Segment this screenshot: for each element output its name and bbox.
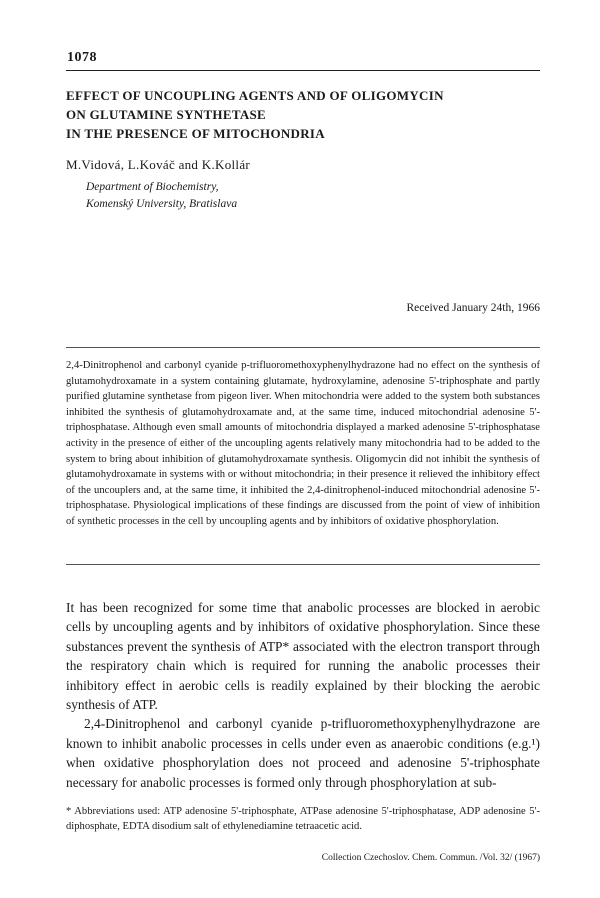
authors: M.Vidová, L.Kováč and K.Kollár bbox=[66, 157, 251, 172]
title-line: IN THE PRESENCE OF MITOCHONDRIA bbox=[66, 126, 325, 141]
body-paragraph: It has been recognized for some time that anabolic processes are blocked in aerobic cells by uncoupling agents and by inhibitors of oxidative phosphorylation. Since these substances prevent the synthesis of ATP* associated with the electron transport through the respiratory chain which is required for running the anabolic processes their inhibitory effect in aerobic cells is readily explained by their blocking the aerobic synthesis of ATP. bbox=[66, 600, 540, 713]
affiliation-line: Komenský University, Bratislava bbox=[86, 198, 238, 210]
page-number: 1078 bbox=[67, 50, 97, 65]
body-paragraph: 2,4-Dinitrophenol and carbonyl cyanide p-trifluoromethoxyphenylhydrazone are known to inhibit anabolic processes in cells under even as anaerobic conditions (e.g.¹) when oxidative phosphorylation does not proceed and adenosine 5'-triphosphate necessary for anabolic processes is formed only through phosphorylation at sub- bbox=[66, 716, 540, 790]
affiliation bbox=[86, 179, 237, 213]
title-line: EFFECT OF UNCOUPLING AGENTS AND OF OLIGOMYCIN bbox=[66, 88, 444, 103]
journal-footer: Collection Czechoslov. Chem. Commun. /Vol. 32/ (1967) bbox=[321, 853, 540, 863]
abstract-bottom-rule bbox=[66, 564, 540, 565]
received-date: Received January 24th, 1966 bbox=[406, 302, 540, 314]
abstract-top-rule bbox=[66, 347, 540, 348]
footnote: * Abbreviations used: ATP adenosine 5'-triphosphate, ATPase adenosine 5'-triphosphatase, ADP adenosine 5'-diphosphate, EDTA disodium salt of ethylenediamine tetraacetic acid. bbox=[66, 806, 540, 832]
body-text bbox=[66, 598, 540, 792]
abstract: 2,4-Dinitrophenol and carbonyl cyanide p-trifluoromethoxyphenylhydrazone had no effect on the synthesis of glutamohydroxamate in a system containing glutamate, hydroxylamine, adenosine 5'-triphosphate and partly purified glutamine synthetase from pigeon liver. When mitochondria were added to the system both substances inhibited the synthesis of glutamohydroxamate and, at the same time, induced mitochondrial adenosine 5'-triphosphatase. Although even small amounts of mitochondria displayed a marked adenosine 5'-triphosphatase activity in the presence of either of the uncoupling agents relatively many mitochondria had to be added to the system to bring about inhibition of glutamohydroxamate synthesis. Oligomycin did not inhibit the synthesis of glutamohydroxamate in systems with or without mitochondria; in their presence it relieved the inhibitory effect of the uncouplers and, at the same time, it inhibited the 2,4-dinitrophenol-induced mitochondrial adenosine 5'-triphosphatase. Physiological implications of these findings are discussed from the point of view of inhibition of synthetic processes in the cell by uncoupling agents and by inhibitors of oxidative phosphorylation. bbox=[66, 360, 540, 527]
affiliation-line: Department of Biochemistry, bbox=[86, 181, 219, 193]
article-title bbox=[66, 86, 536, 143]
header-rule bbox=[66, 70, 540, 71]
title-line: ON GLUTAMINE SYNTHETASE bbox=[66, 107, 267, 122]
